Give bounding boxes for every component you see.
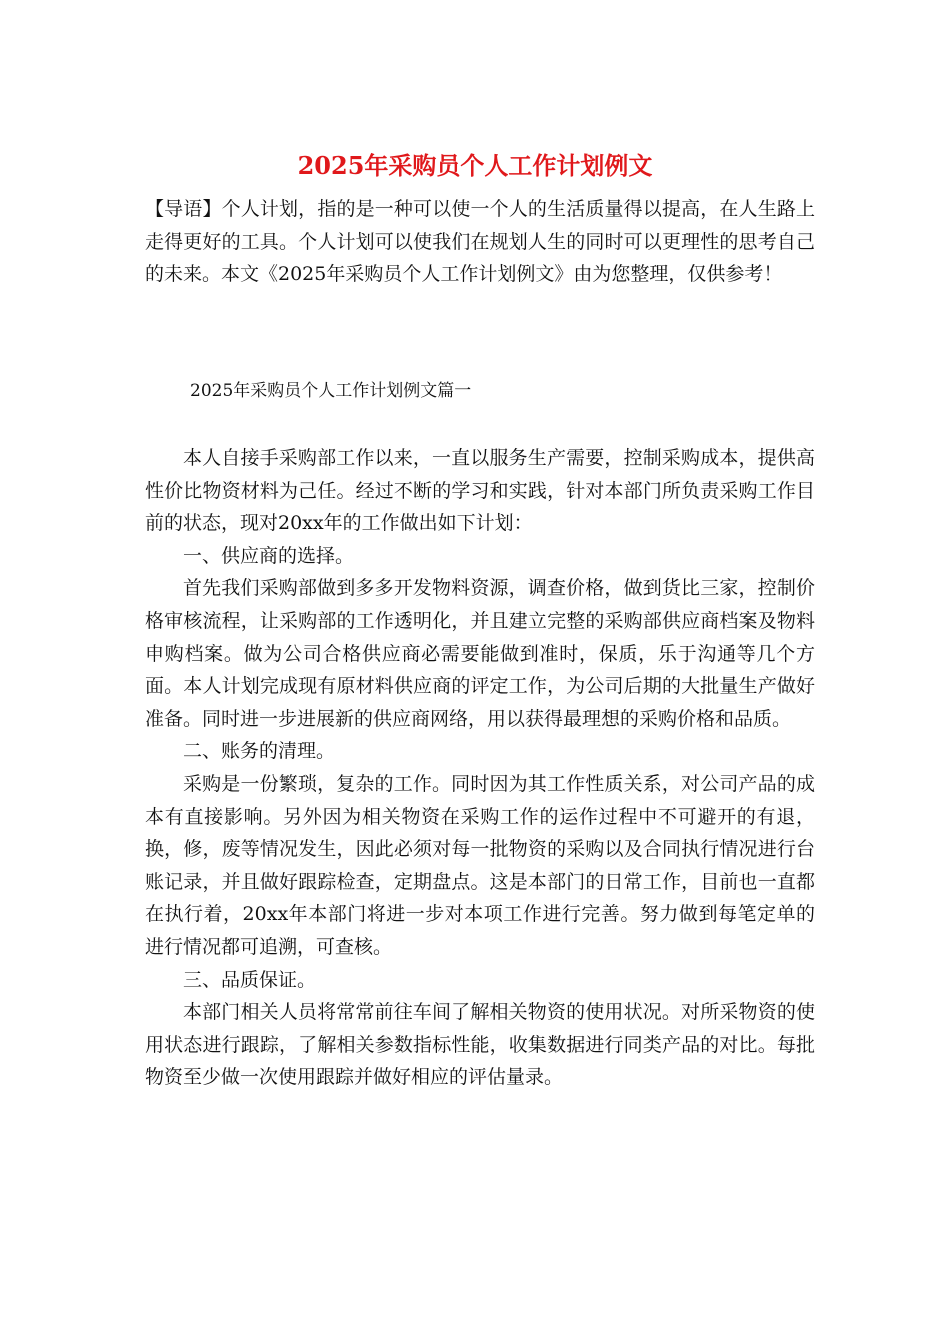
heading-quality-assurance: 三、品质保证。 (183, 968, 317, 991)
paragraph-supplier-selection: 首先我们采购部做到多多开发物料资源，调查价格，做到货比三家，控制价格审核流程，让采购部的工作透明化，并且建立完整的采购部供应商档案及物料申购档案。做为公司合格供应商必需要能做到准时，保质，乐于沟通等几个方面。本人计划完成现有原材料供应商的评定工作，为公司后期的大批量生产做好准备。同时进一步进展新的供应商网络，用以获得最理想的采购价格和品质。 (145, 577, 815, 730)
content-body (145, 442, 815, 1094)
heading-supplier-selection: 一、供应商的选择。 (183, 544, 355, 567)
heading-account-cleanup: 二、账务的清理。 (183, 740, 336, 763)
paragraph-intro: 本人自接手采购部工作以来，一直以服务生产需要，控制采购成本，提供高性价比物资材料为己任。经过不断的学习和实践，针对本部门所负责采购工作目前的状态，现对20xx年的工作做出如下计划： (145, 447, 815, 535)
document-title: 2025年采购员个人工作计划例文 (297, 151, 653, 180)
paragraph-account-cleanup: 采购是一份繁琐，复杂的工作。同时因为其工作性质关系，对公司产品的成本有直接影响。另外因为相关物资在采购工作的运作过程中不可避开的有退，换，修，废等情况发生，因此必须对每一批物资的采购以及合同执行情况进行台账记录，并且做好跟踪检查，定期盘点。这是本部门的日常工作，目前也一直都在执行着，20xx年本部门将进一步对本项工作进行完善。努力做到每笔定单的进行情况都可追溯，可查核。 (145, 772, 815, 958)
intro-paragraph: 【导语】个人计划，指的是一种可以使一个人的生活质量得以提高，在人生路上走得更好的工具。个人计划可以使我们在规划人生的同时可以更理性的思考自己的未来。本文《2025年采购员个人工作计划例文》由为您整理，仅供参考！ (145, 198, 815, 286)
paragraph-quality-assurance: 本部门相关人员将常常前往车间了解相关物资的使用状况。对所采物资的使用状态进行跟踪，了解相关参数指标性能，收集数据进行同类产品的对比。每批物资至少做一次使用跟踪并做好相应的评估量录。 (145, 1001, 815, 1089)
section-heading: 2025年采购员个人工作计划例文篇一 (190, 381, 472, 401)
